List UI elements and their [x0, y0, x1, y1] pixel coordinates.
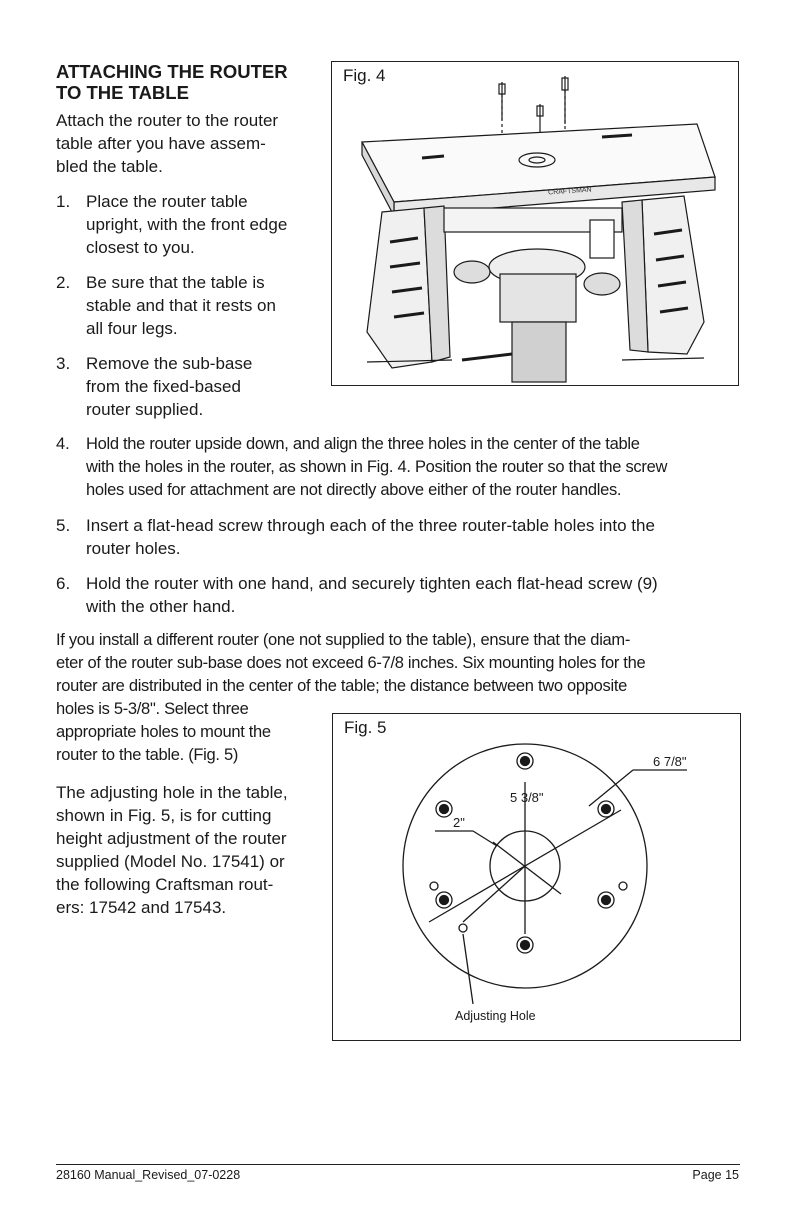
note-line: If you install a different router (one not supplied to the table), ensure that the diam- — [56, 631, 631, 649]
bolt-circle-label: 5 3/8" — [510, 790, 544, 805]
step-line: with the holes in the router, as shown in Fig. 4. Position the router so that the screw — [86, 458, 668, 476]
step-line: router holes. — [86, 539, 181, 558]
step-line: stable and that it rests on — [86, 296, 276, 315]
footer-document-id: 28160 Manual_Revised_07-0228 — [56, 1168, 241, 1182]
step-line: with the other hand. — [86, 597, 236, 616]
step-number: 3. — [56, 354, 71, 373]
heading-line-1: ATTACHING THE ROUTER — [56, 61, 288, 82]
adjust-line: The adjusting hole in the table, — [56, 783, 288, 802]
adjusting-hole-label: Adjusting Hole — [455, 1009, 536, 1023]
adjust-line: the following Craftsman rout- — [56, 875, 274, 894]
figure-4 — [331, 61, 739, 386]
mounting-hole-diagram — [333, 714, 739, 1039]
step-number: 6. — [56, 574, 71, 593]
step-line: upright, with the front edge — [86, 215, 288, 234]
adjust-line: supplied (Model No. 17541) or — [56, 852, 285, 871]
step-number: 2. — [56, 273, 71, 292]
footer-divider — [56, 1164, 740, 1165]
adjust-line: ers: 17542 and 17543. — [56, 898, 227, 917]
step-line: Be sure that the table is — [86, 273, 265, 292]
step-line: Place the router table — [86, 192, 248, 211]
note-line: eter of the router sub-base does not exceed 6-7/8 inches. Six mounting holes for the — [56, 654, 646, 672]
intro-line: table after you have assem- — [56, 134, 266, 153]
intro-line: bled the table. — [56, 157, 163, 176]
step-line: all four legs. — [86, 319, 178, 338]
heading-line-2: TO THE TABLE — [56, 82, 189, 103]
note-line: router to the table. (Fig. 5) — [56, 746, 239, 764]
outer-diameter-label: 6 7/8" — [653, 754, 687, 769]
center-hole-label: 2" — [453, 815, 465, 830]
step-line: Hold the router upside down, and align the three holes in the center of the table — [86, 435, 640, 453]
step-number: 5. — [56, 516, 71, 535]
figure-5-label: Fig. 5 — [344, 718, 387, 737]
footer-page-number: Page 15 — [692, 1168, 739, 1182]
step-number: 4. — [56, 435, 70, 453]
step-5 — [56, 514, 746, 562]
note-paragraph — [56, 629, 746, 698]
step-line: from the fixed-based — [86, 377, 241, 396]
figure-5 — [332, 713, 741, 1041]
step-line: holes used for attachment are not directly above either of the router handles. — [86, 481, 622, 499]
step-line: closest to you. — [86, 238, 195, 257]
step-1 — [56, 190, 326, 260]
step-3 — [56, 352, 326, 422]
step-2 — [56, 271, 326, 341]
step-line: Remove the sub-base — [86, 354, 253, 373]
adjust-line: height adjustment of the router — [56, 829, 287, 848]
note-line: appropriate holes to mount the — [56, 723, 271, 741]
router-table-illustration — [332, 62, 737, 384]
note-line: holes is 5-3/8". Select three — [56, 700, 249, 718]
intro-line: Attach the router to the router — [56, 111, 279, 130]
section-heading — [56, 61, 326, 103]
figure-4-label: Fig. 4 — [343, 66, 386, 85]
step-line: Insert a flat-head screw through each of the three router-table holes into the — [86, 516, 655, 535]
step-6 — [56, 572, 746, 620]
step-4 — [56, 433, 746, 503]
step-line: Hold the router with one hand, and securely tighten each flat-head screw (9) — [86, 574, 658, 593]
note-line: router are distributed in the center of the table; the distance between two opposite — [56, 677, 628, 695]
intro-paragraph — [56, 109, 318, 178]
step-number: 1. — [56, 192, 71, 211]
adjust-line: shown in Fig. 5, is for cutting — [56, 806, 272, 825]
router-table-brand: CRAFTSMAN — [547, 186, 592, 197]
adjusting-paragraph — [56, 781, 326, 919]
note-paragraph-continued — [56, 698, 326, 767]
step-line: router supplied. — [86, 400, 204, 419]
